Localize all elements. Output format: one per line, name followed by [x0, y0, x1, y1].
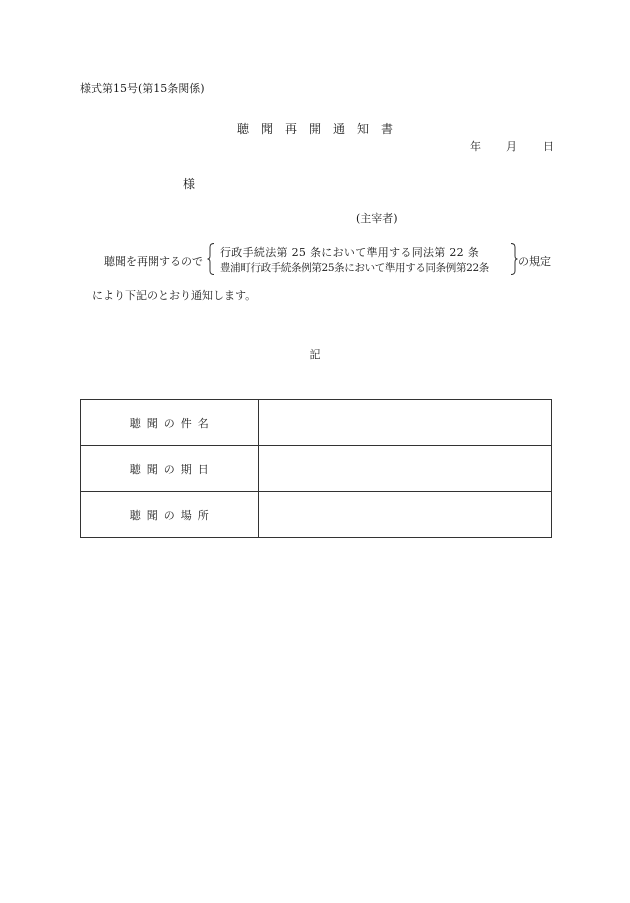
table-row: [81, 400, 552, 446]
organizer-label: (主宰者): [356, 212, 398, 225]
law-option-ordinance: 豊浦町行政手続条例第25条において準用する同条例第22条: [220, 262, 489, 274]
hearing-date-label: 聴聞の期日: [81, 446, 259, 492]
date-year-label: 年: [470, 140, 481, 153]
date-month-label: 月: [506, 140, 517, 153]
right-brace-icon: [510, 243, 518, 275]
form-number: 様式第15号(第15条関係): [80, 82, 205, 95]
hearing-subject-label: 聴聞の件名: [81, 400, 259, 446]
date-day-label: 日: [543, 140, 554, 153]
hearing-date-field[interactable]: [258, 446, 551, 492]
hearing-details-table: [80, 399, 552, 538]
hearing-place-field[interactable]: [258, 492, 551, 538]
law-option-act: 行政手続法第 25 条において準用する同法第 22 条: [220, 246, 480, 259]
hearing-place-label: 聴聞の場所: [81, 492, 259, 538]
addressee-honorific: 様: [183, 177, 196, 191]
hearing-subject-field[interactable]: [258, 400, 551, 446]
notice-trail-text: の規定: [518, 255, 551, 268]
document-title: 聴聞再開通知書: [236, 122, 405, 136]
table-row: [81, 492, 552, 538]
notice-body-line2: により下記のとおり通知します。: [92, 289, 257, 302]
notice-lead-text: 聴聞を再開するので: [104, 255, 203, 268]
table-row: [81, 446, 552, 492]
left-brace-icon: [207, 243, 215, 275]
date-line: [470, 138, 554, 154]
ki-heading: 記: [309, 348, 321, 361]
notice-body-line1: [104, 243, 564, 279]
